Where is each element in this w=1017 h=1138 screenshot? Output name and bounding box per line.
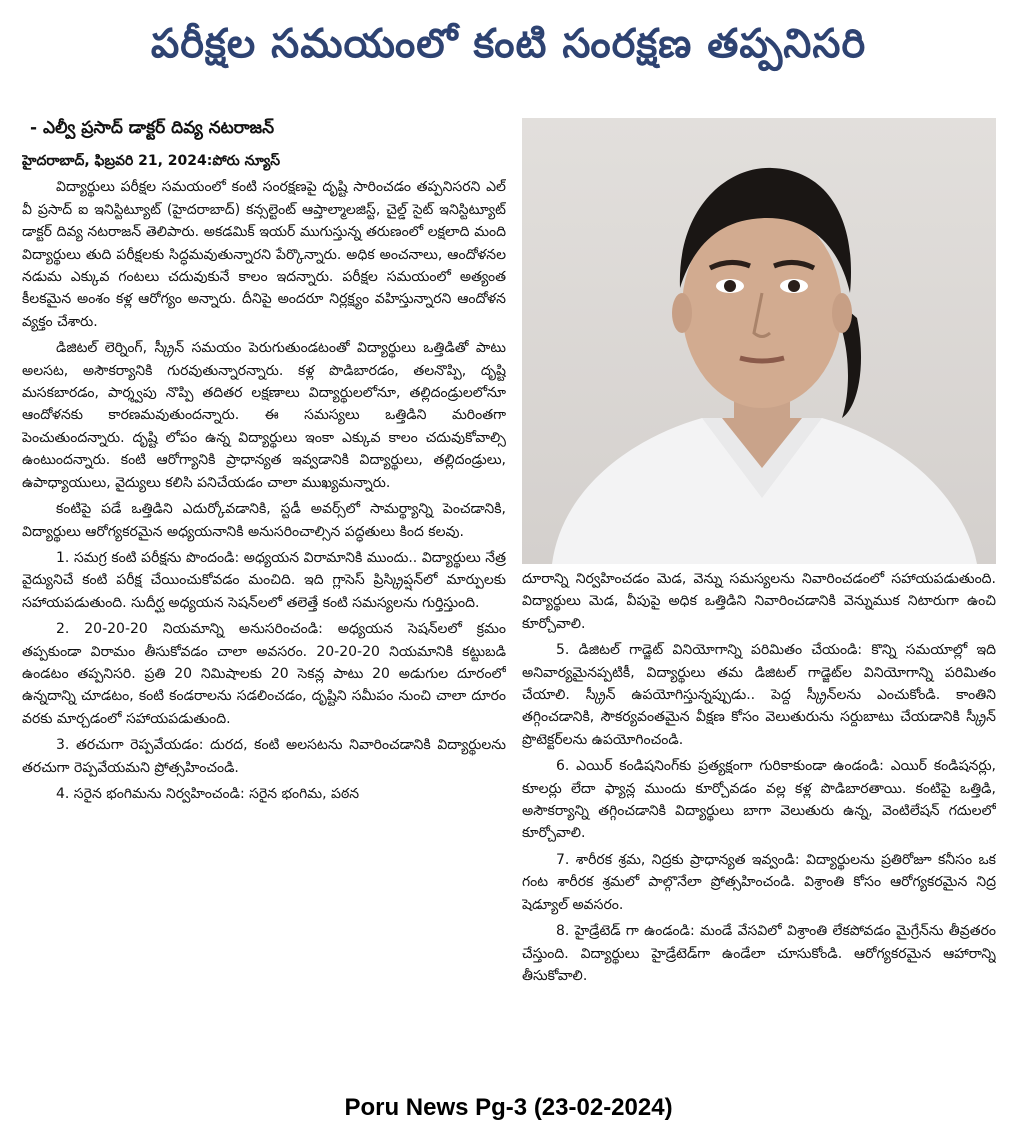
article-right-column	[522, 568, 996, 1088]
page-footer: Poru News Pg-3 (23-02-2024)	[344, 1094, 673, 1121]
article-paragraph: 5. డిజిటల్ గాడ్జెట్ వినియోగాన్ని పరిమితం చేయండి: కొన్ని సమయాల్లో ఇది అనివార్యమైనప్పటికీ, విద్యార్థులు తమ డిజిటల్ గాడ్జెట్‌ల వినియోగాన్ని పరిమితం చేయాలి. స్క్రీన్ ఉపయోగిస్తున్నప్పుడు.. పెద్ద స్క్రీన్‌లను ఎంచుకోండి. కాంతిని తగ్గించడానికి, సౌకర్యవంతమైన వీక్షణ కోసం వెలుతురును సర్దుబాటు చేయడానికి స్క్రీన్ ప్రొటెక్టర్‌లను ఉపయోగించండి.	[522, 642, 996, 748]
article-paragraph: 2. 20-20-20 నియమాన్ని అనుసరించండి: అధ్యయన సెషన్‌లలో క్రమం తప్పకుండా విరామం తీసుకోవడం చాలా అవసరం. 20-20-20 నియమానికి కట్టుబడి ఉండటం తప్పనిసరి. ప్రతి 20 నిమిషాలకు 20 సెకన్ల పాటు 20 అడుగుల దూరంలో ఉన్నదాన్ని చూడటం, కంటి కండరాలను సడలించడం, దృష్టిని సమీపం నుంచి చాలా దూరం వరకు మార్చడంలో సహాయపడుతుంది.	[22, 621, 506, 727]
article-paragraph: డిజిటల్ లెర్నింగ్, స్క్రీన్ సమయం పెరుగుతుండటంతో విద్యార్థులు ఒత్తిడితో పాటు అలసట, అసౌకర్యానికి గురవుతున్నారన్నారు. కళ్ల పొడిబారడం, తలనొప్పి, దృష్టి మసకబారడం, పార్శ్వపు నొప్పి తదితర లక్షణాలు విద్యార్థులలోనూ, తల్లిదండ్రులలోనూ ఆందోళనకు కారణమవుతుందన్నారు. ఈ సమస్యలు ఒత్తిడిని మరింతగా పెంచుతుందన్నారు. దృష్టి లోపం ఉన్న విద్యార్థులు ఇంకా ఎక్కువ కాలం చదువుకోవాల్సి ఉంటుందన్నారు. కంటి ఆరోగ్యానికి ప్రాధాన్యత ఇవ్వడానికి విద్యార్థులు, తల్లిదండ్రులు, ఉపాధ్యాయులు, వైద్యులు కలిసి పనిచేయడం చాలా ముఖ్యమన్నారు.	[22, 340, 506, 491]
article-paragraph: 8. హైడ్రేటెడ్ గా ఉండండి: మండే వేసవిలో విశ్రాంతి లేకపోవడం మైగ్రేన్‌ను తీవ్రతరం చేస్తుంది. విద్యార్థులు హైడ్రేటెడ్‌గా ఉండేలా చూసుకోండి. ఆరోగ్యకరమైన ఆహారాన్ని తీసుకోవాలి.	[522, 923, 996, 984]
article-paragraph: కంటిపై పడే ఒత్తిడిని ఎదుర్కోవడానికి, స్టడీ అవర్స్‌లో సామర్థ్యాన్ని పెంచడానికి, విద్యార్థులు ఆరోగ్యకరమైన అధ్యయనానికి అనుసరించాల్సిన పద్ధతులు కింద కలవు.	[22, 501, 506, 540]
article-paragraph: దూరాన్ని నిర్వహించడం మెడ, వెన్ను సమస్యలను నివారించడంలో సహాయపడుతుంది. విద్యార్థులు మెడ, వీపుపై అధిక ఒత్తిడిని నివారించడానికి వెన్నుముక నిటారుగా ఉంచి కూర్చోవాలి.	[522, 571, 996, 632]
doctor-portrait-photo	[522, 118, 996, 564]
article-paragraph: 1. సమగ్ర కంటి పరీక్షను పొందండి: అధ్యయన విరామానికి ముందు.. విద్యార్థులు నేత్ర వైద్యునిచే కంటి పరీక్ష చేయించుకోవడం మంచిది. ఇది గ్లాసెస్ ప్రిస్క్రిప్షన్‌లో మార్పులకు సహాయపడుతుంది. సుదీర్ఘ అధ్యయన సెషన్‌లలో తలెత్తే కంటి సమస్యలను గుర్తిస్తుంది.	[22, 549, 506, 611]
byline: - ఎల్వీ ప్రసాద్ డాక్టర్ దివ్య నటరాజన్	[30, 118, 275, 138]
article-left-column	[22, 150, 506, 1090]
article-paragraph: 6. ఎయిర్ కండిషనింగ్‌కు ప్రత్యక్షంగా గురికాకుండా ఉండండి: ఎయిర్ కండిషనర్లు, కూలర్లు లేదా ఫ్యాన్ల ముందు కూర్చోవడం వల్ల కళ్ల పొడిబారతాయి. కంటిపై ఒత్తిడి, అసౌకర్యాన్ని తగ్గించడానికి విద్యార్థులు బాగా వెలుతురు ఉన్న, వెంటిలేషన్ గదులలో కూర్చోవాలి.	[522, 758, 996, 842]
dateline: హైదరాబాద్, ఫిబ్రవరి 21, 2024:పోరు న్యూస్	[22, 153, 281, 169]
article-paragraph: 4. సరైన భంగిమను నిర్వహించండి: సరైన భంగిమ, పఠన	[56, 785, 360, 802]
headline: పరీక్షల సమయంలో కంటి సంరక్షణ తప్పనిసరి	[150, 21, 867, 67]
portrait-illustration	[522, 118, 996, 564]
article-paragraph: 3. తరచుగా రెప్పవేయడం: దురద, కంటి అలసటను నివారించడానికి విద్యార్థులను తరచుగా రెప్పవేయమని ప్రోత్సహించండి.	[22, 737, 506, 776]
article-paragraph: విద్యార్థులు పరీక్షల సమయంలో కంటి సంరక్షణపై దృష్టి సారించడం తప్పనిసరని ఎల్ వీ ప్రసాద్ ఐ ఇనిస్టిట్యూట్ (హైదరాబాద్) కన్సల్టెంట్ ఆప్తాల్మాలజిస్ట్, చైల్డ్ సైట్ ఇనిస్టిట్యూట్ డాక్టర్ దివ్య నటరాజన్ తెలిపారు. అకడమిక్ ఇయర్ ముగుస్తున్న తరుణంలో లక్షలాది మంది విద్యార్థులు తుది పరీక్షలకు సిద్ధమవుతున్నారని పేర్కొన్నారు. అధిక అంచనాలు, ఆందోళనల నడుమ ఎక్కువ గంటలు చదువుకునే కాలం ఇదన్నారు. పరీక్షల సమయంలో అత్యంత కీలకమైన అంశం కళ్ల ఆరోగ్యం అన్నారు. దీనిపై అందరూ నిర్లక్ష్యం వహిస్తున్నారని ఆందోళన వ్యక్తం చేశారు.	[22, 179, 506, 330]
article-paragraph: 7. శారీరక శ్రమ, నిద్రకు ప్రాధాన్యత ఇవ్వండి: విద్యార్థులను ప్రతిరోజూ కనీసం ఒక గంట శారీరక శ్రమలో పాల్గొనేలా ప్రోత్సహించండి. విశ్రాంతి కోసం ఆరోగ్యకరమైన నిద్ర షెడ్యూల్ అవసరం.	[522, 851, 996, 913]
